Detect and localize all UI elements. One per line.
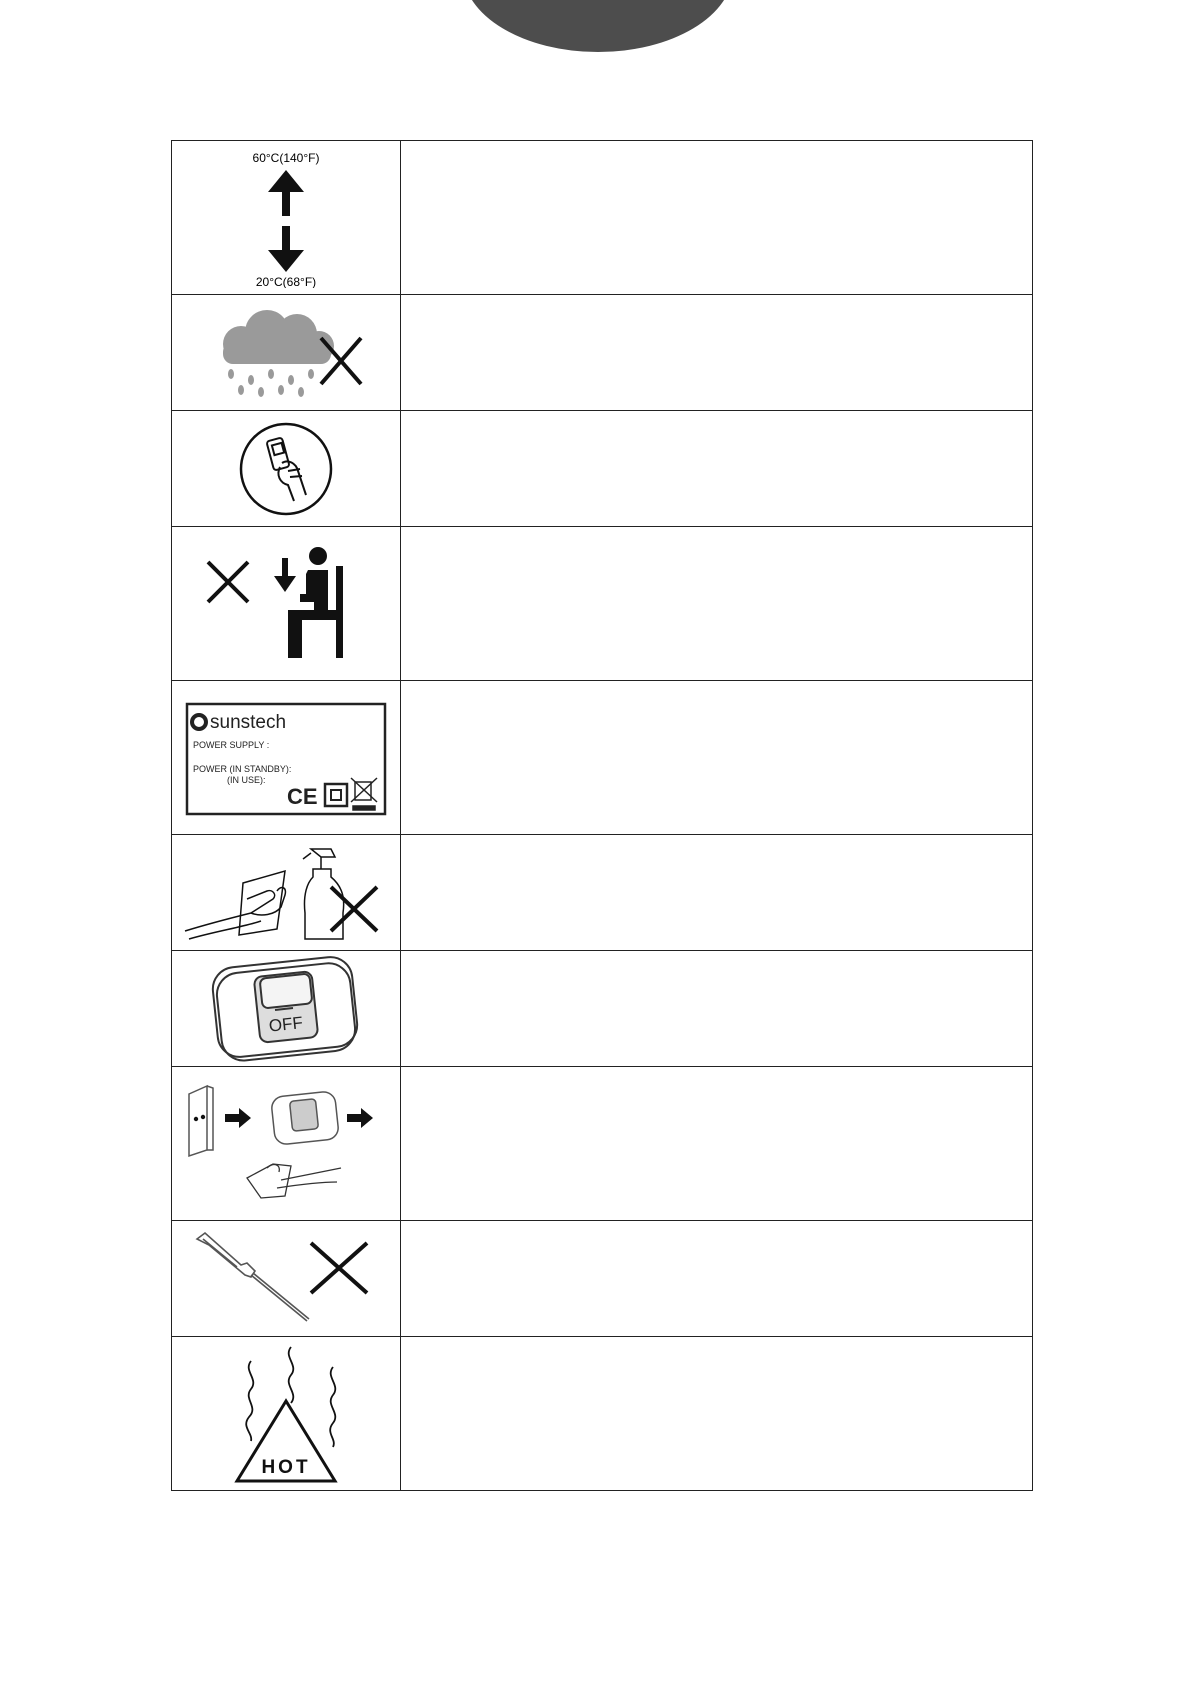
icon-cell bbox=[172, 1337, 401, 1491]
table-row bbox=[172, 681, 1033, 835]
no-phone-in-hand-icon bbox=[236, 419, 336, 519]
temperature-range-icon bbox=[226, 148, 346, 288]
dry-cloth-no-spray-icon bbox=[181, 843, 391, 943]
icon-cell bbox=[172, 411, 401, 527]
unplug-switch-off-clean-icon bbox=[181, 1084, 391, 1204]
description-cell bbox=[401, 1221, 1033, 1337]
safety-symbols-table bbox=[171, 140, 1033, 1491]
ce-mark: CE bbox=[287, 783, 318, 809]
no-screwdriver-icon bbox=[191, 1229, 381, 1329]
icon-cell bbox=[172, 141, 401, 295]
description-cell bbox=[401, 835, 1033, 951]
weee-bin-icon bbox=[351, 778, 377, 810]
table-row bbox=[172, 1067, 1033, 1221]
hot-surface-icon bbox=[221, 1341, 351, 1487]
table-row bbox=[172, 411, 1033, 527]
icon-cell bbox=[172, 1067, 401, 1221]
table-row bbox=[172, 835, 1033, 951]
description-cell bbox=[401, 951, 1033, 1067]
table-row bbox=[172, 1337, 1033, 1491]
description-cell bbox=[401, 527, 1033, 681]
description-cell bbox=[401, 1337, 1033, 1491]
no-sitting-icon bbox=[196, 544, 376, 664]
in-use-power-label: (IN USE): bbox=[227, 774, 266, 785]
table-row bbox=[172, 951, 1033, 1067]
description-cell bbox=[401, 681, 1033, 835]
description-cell bbox=[401, 411, 1033, 527]
max-temperature-label: 60°C(140°F) bbox=[252, 150, 320, 165]
icon-cell bbox=[172, 951, 401, 1067]
icon-cell bbox=[172, 527, 401, 681]
description-cell bbox=[401, 1067, 1033, 1221]
icon-cell bbox=[172, 835, 401, 951]
min-temperature-label: 20°C(68°F) bbox=[255, 274, 317, 288]
icon-cell bbox=[172, 681, 401, 835]
power-supply-label: POWER SUPPLY : bbox=[193, 739, 270, 750]
table-row bbox=[172, 141, 1033, 295]
brand-name: sunstech bbox=[210, 711, 287, 733]
icon-cell bbox=[172, 1221, 401, 1337]
off-label: OFF bbox=[267, 1012, 304, 1036]
hot-label: HOT bbox=[261, 1456, 311, 1478]
standby-power-label: POWER (IN STANDBY): bbox=[193, 763, 292, 774]
table-row bbox=[172, 1221, 1033, 1337]
description-cell bbox=[401, 141, 1033, 295]
off-switch-icon bbox=[201, 954, 371, 1064]
rating-label-icon bbox=[183, 696, 389, 820]
icon-cell bbox=[172, 295, 401, 411]
description-cell bbox=[401, 295, 1033, 411]
no-rain-icon bbox=[201, 308, 371, 398]
page-tab-shape bbox=[463, 0, 733, 52]
table-row bbox=[172, 295, 1033, 411]
table-row bbox=[172, 527, 1033, 681]
